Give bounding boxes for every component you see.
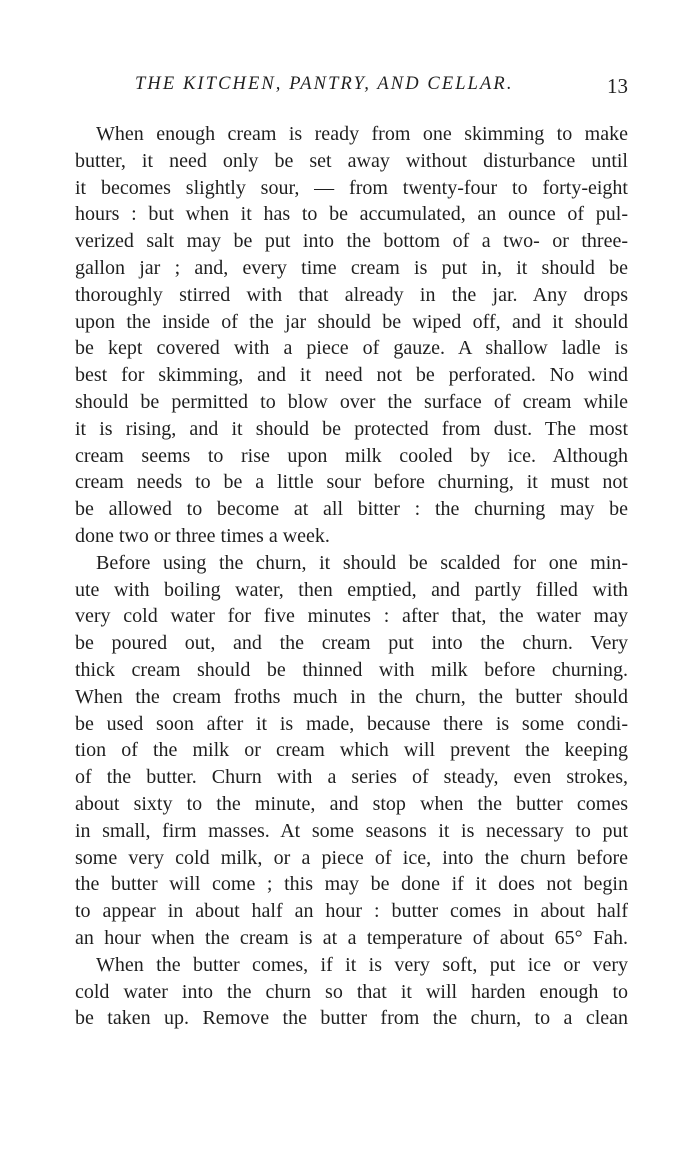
text-line: When the cream froths much in the churn, the butter should [75, 685, 628, 708]
text-line: done two or three times a week. [75, 524, 330, 547]
text-line: tion of the milk or cream which will prevent the keeping [75, 739, 628, 762]
text-line: some very cold milk, or a piece of ice, into the churn before [75, 846, 628, 869]
text-line: an hour when the cream is at a temperature of about 65° Fah. [75, 926, 628, 949]
text-line: be taken up. Remove the butter from the churn, to a clean [75, 1007, 628, 1030]
text-line: the butter will come ; this may be done if it does not begin [75, 873, 628, 896]
text-line: When enough cream is ready from one skimming to make [96, 123, 628, 145]
text-line: it becomes slightly sour, — from twenty-four to forty-eight [75, 176, 628, 199]
text-line: cream needs to be a little sour before churning, it must not [75, 471, 628, 494]
text-line: best for skimming, and it need not be perforated. No wind [75, 364, 628, 387]
text-line: cold water into the churn so that it will harden enough to [75, 980, 628, 1003]
text-line: thoroughly stirred with that already in the jar. Any drops [75, 283, 628, 306]
text-line: be poured out, and the cream put into the churn. Very [75, 632, 628, 655]
text-line: be used soon after it is made, because there is some condi- [75, 712, 628, 735]
text-line: should be permitted to blow over the surface of cream while [75, 390, 628, 413]
text-line: butter, it need only be set away without disturbance until [75, 149, 628, 172]
text-line: Before using the churn, it should be scalded for one min- [96, 551, 628, 574]
text-line: be allowed to become at all bitter : the churning may be [75, 498, 628, 521]
body-text [75, 121, 628, 1032]
text-line: thick cream should be thinned with milk before churning. [75, 658, 628, 681]
text-line: hours : but when it has to be accumulated, an ounce of pul- [75, 203, 628, 226]
text-line: of the butter. Churn with a series of steady, even strokes, [75, 766, 628, 789]
text-line: about sixty to the minute, and stop when the butter comes [75, 792, 628, 815]
text-line: very cold water for five minutes : after that, the water may [75, 605, 628, 628]
text-line: to appear in about half an hour : butter comes in about half [75, 900, 628, 923]
text-line: cream seems to rise upon milk cooled by ice. Although [75, 444, 628, 467]
running-title: THE KITCHEN, PANTRY, AND CELLAR. [135, 74, 514, 94]
page-number: 13 [607, 74, 628, 98]
text-line: upon the inside of the jar should be wiped off, and it should [75, 310, 628, 333]
text-line: ute with boiling water, then emptied, and partly filled with [75, 578, 628, 601]
text-line: be kept covered with a piece of gauze. A shallow ladle is [75, 337, 628, 360]
text-line: verized salt may be put into the bottom of a two- or three- [75, 230, 628, 253]
text-line: in small, firm masses. At some seasons it is necessary to put [75, 819, 628, 842]
text-line: gallon jar ; and, every time cream is put in, it should be [75, 256, 628, 279]
text-line: it is rising, and it should be protected from dust. The most [75, 417, 628, 440]
running-head [75, 74, 628, 104]
text-line: When the butter comes, if it is very soft, put ice or very [96, 953, 628, 976]
